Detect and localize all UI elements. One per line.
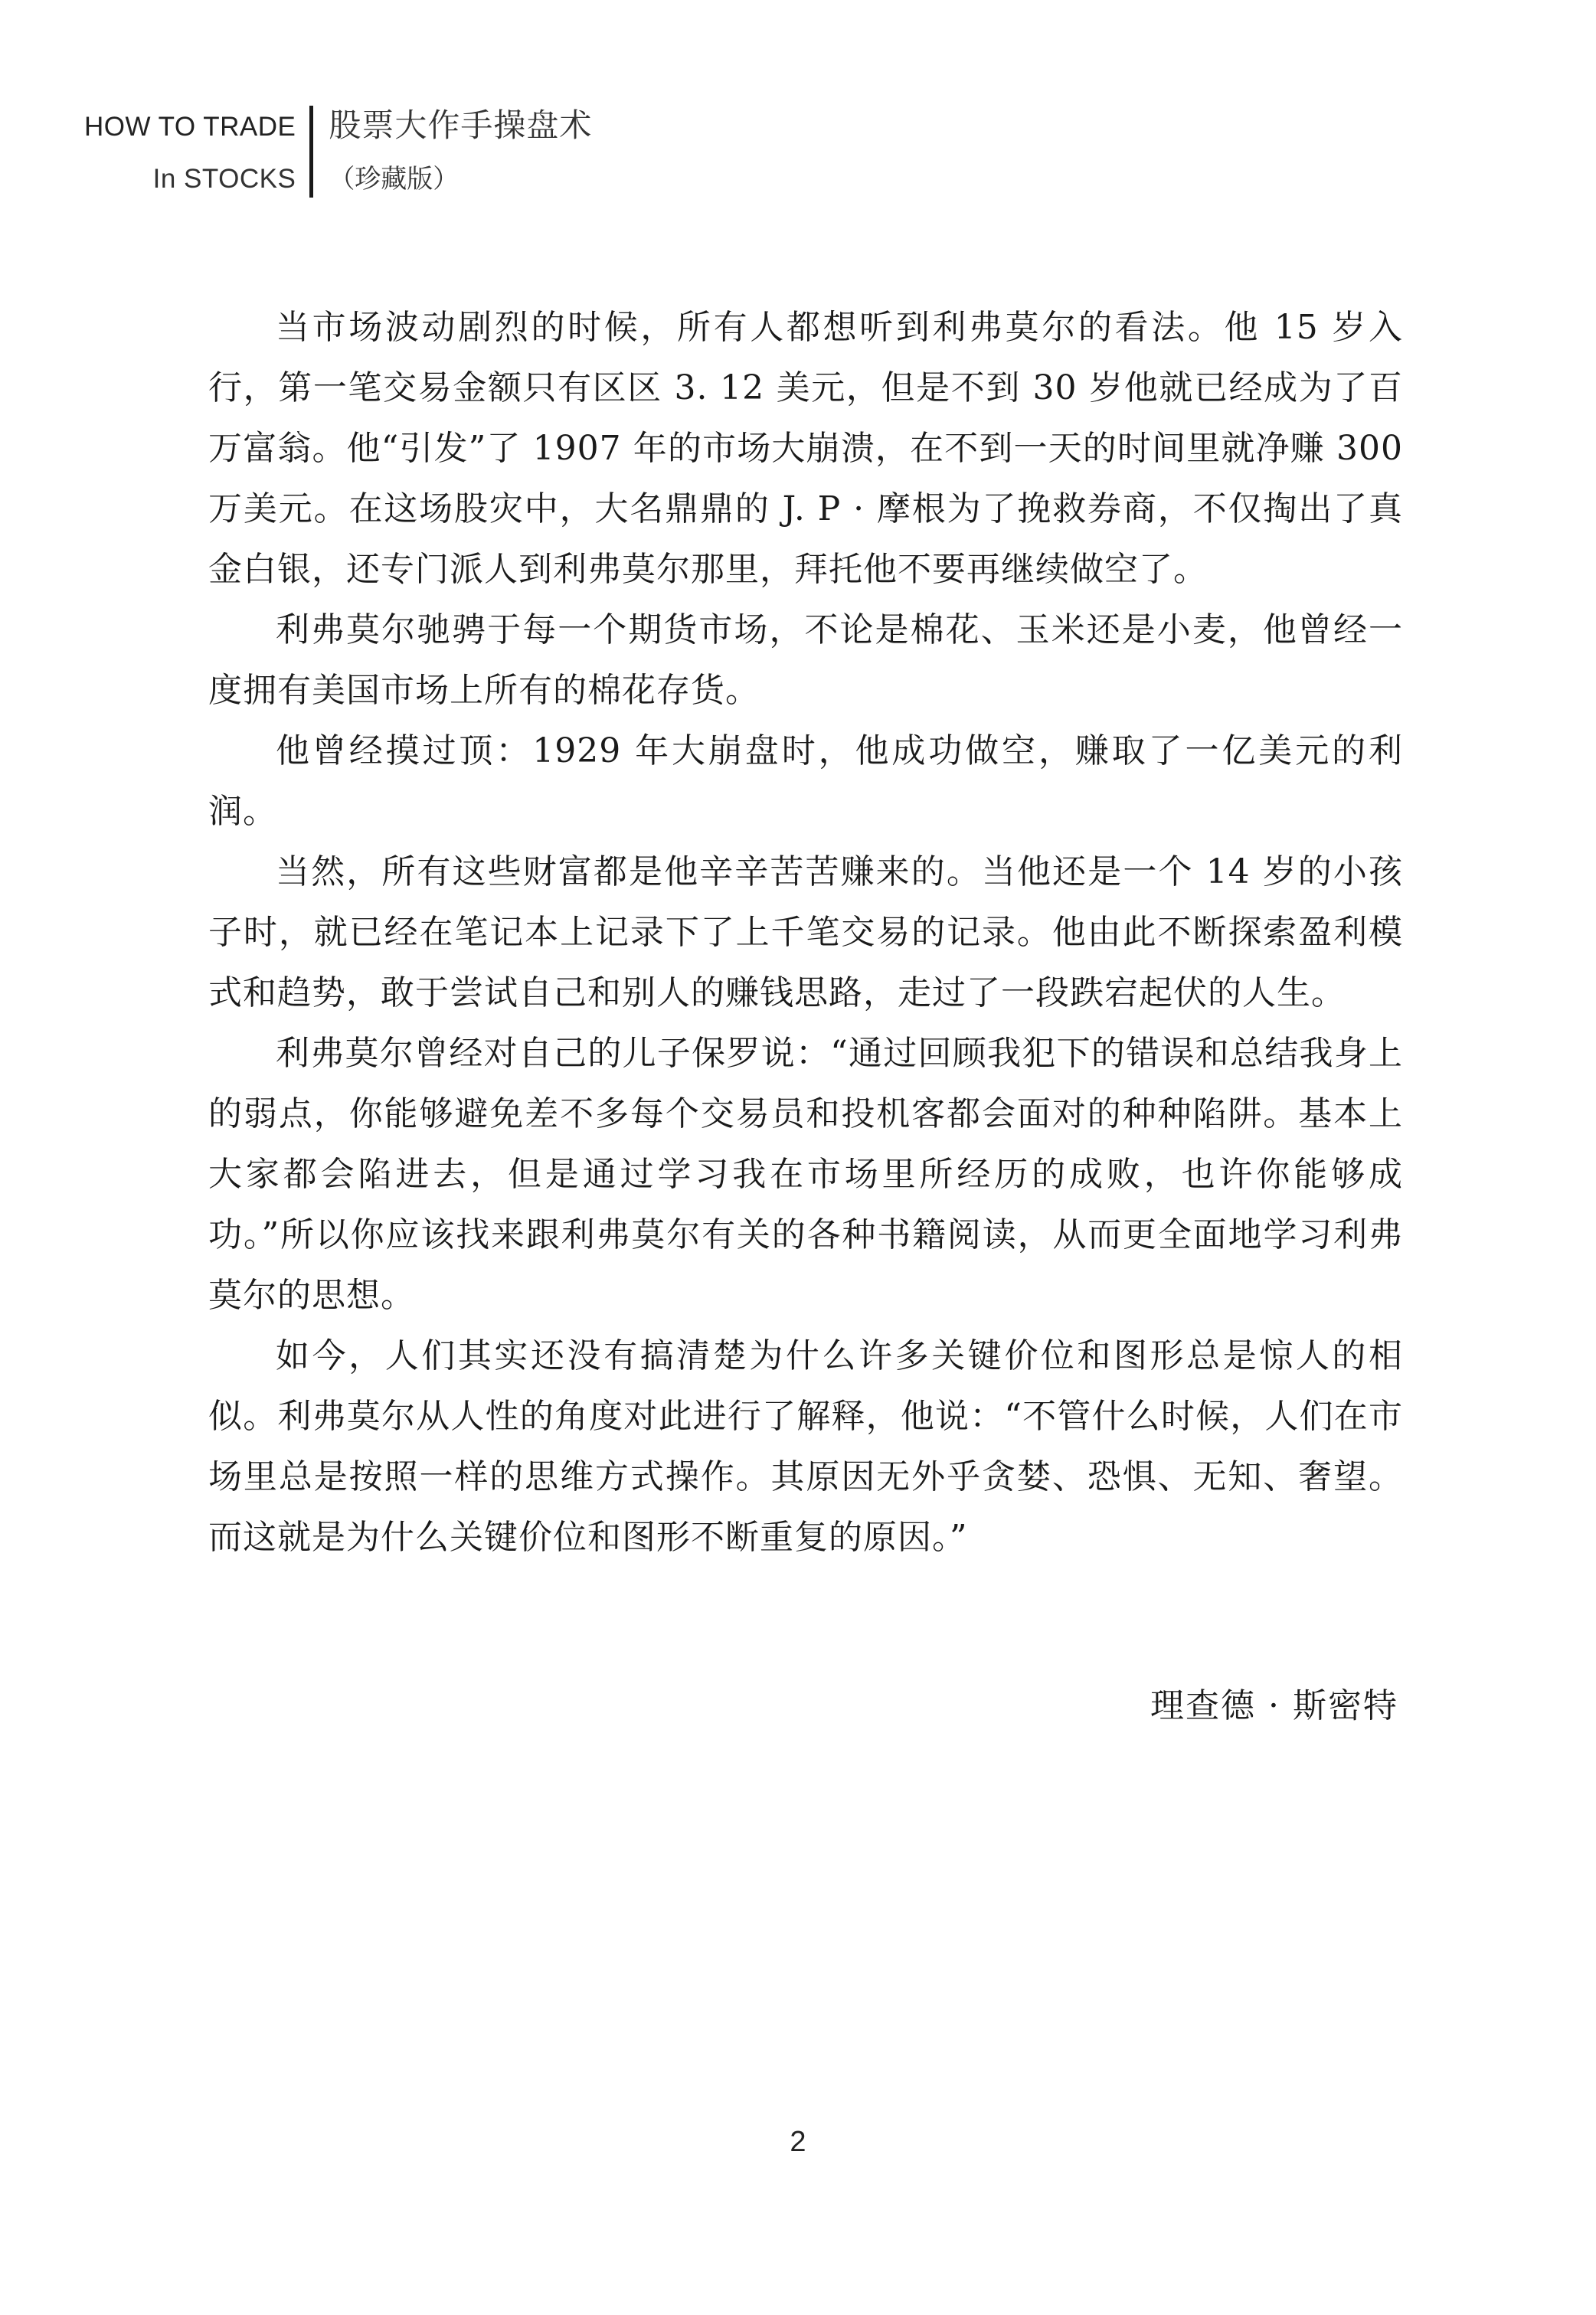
paragraph-4: 当然，所有这些财富都是他辛辛苦苦赚来的。当他还是一个 14 岁的小孩子时，就已经在笔记本上记录下了上千笔交易的记录。他由此不断探索盈利模式和趋势，敢于尝试自己和别人的赚钱思路，走过了一段跌宕起伏的人生。 (208, 852, 1403, 1012)
author-signature: 理查德 · 斯密特 (1150, 1686, 1398, 1725)
header-english-title (84, 106, 309, 198)
header-en-line1: HOW TO TRADE (84, 112, 296, 142)
header-en-line2: In STOCKS (152, 164, 296, 194)
paragraph-5: 利弗莫尔曾经对自己的儿子保罗说：“通过回顾我犯下的错误和总结我身上的弱点，你能够避免差不多每个交易员和投机客都会面对的种种陷阱。基本上大家都会陷进去，但是通过学习我在市场里所经历的成败，也许你能够成功。”所以你应该找来跟利弗莫尔有关的各种书籍阅读，从而更全面地学习利弗莫尔的思想。 (208, 1034, 1403, 1315)
paragraph-3: 他曾经摸过顶：1929 年大崩盘时，他成功做空，赚取了一亿美元的利润。 (208, 731, 1403, 831)
header-cn-line1: 股票大作手操盘术 (329, 106, 593, 144)
paragraph-2: 利弗莫尔驰骋于每一个期货市场，不论是棉花、玉米还是小麦，他曾经一度拥有美国市场上所有的棉花存货。 (208, 610, 1403, 710)
paragraph-1: 当市场波动剧烈的时候，所有人都想听到利弗莫尔的看法。他 15 岁入行，第一笔交易金额只有区区 3. 12 美元，但是不到 30 岁他就已经成为了百万富翁。他“引发”了 1907 年的市场大崩溃，在不到一天的时间里就净赚 300 万美元。在这场股灾中，大名鼎鼎的 J. P · 摩根为了挽救券商，不仅掏出了真金白银，还专门派人到利弗莫尔那里，拜托他不要再继续做空了。 (208, 308, 1403, 589)
header-cn-line2: （珍藏版） (329, 164, 460, 195)
body-text (208, 297, 1403, 1568)
paragraph-6: 如今，人们其实还没有搞清楚为什么许多关键价位和图形总是惊人的相似。利弗莫尔从人性的角度对此进行了解释，他说：“不管什么时候，人们在市场里总是按照一样的思维方式操作。其原因无外乎贪婪、恐惧、无知、奢望。而这就是为什么关键价位和图形不断重复的原因。” (208, 1336, 1403, 1557)
page-number: 2 (790, 2126, 806, 2158)
header-chinese-title (313, 106, 592, 198)
running-header (84, 106, 592, 198)
